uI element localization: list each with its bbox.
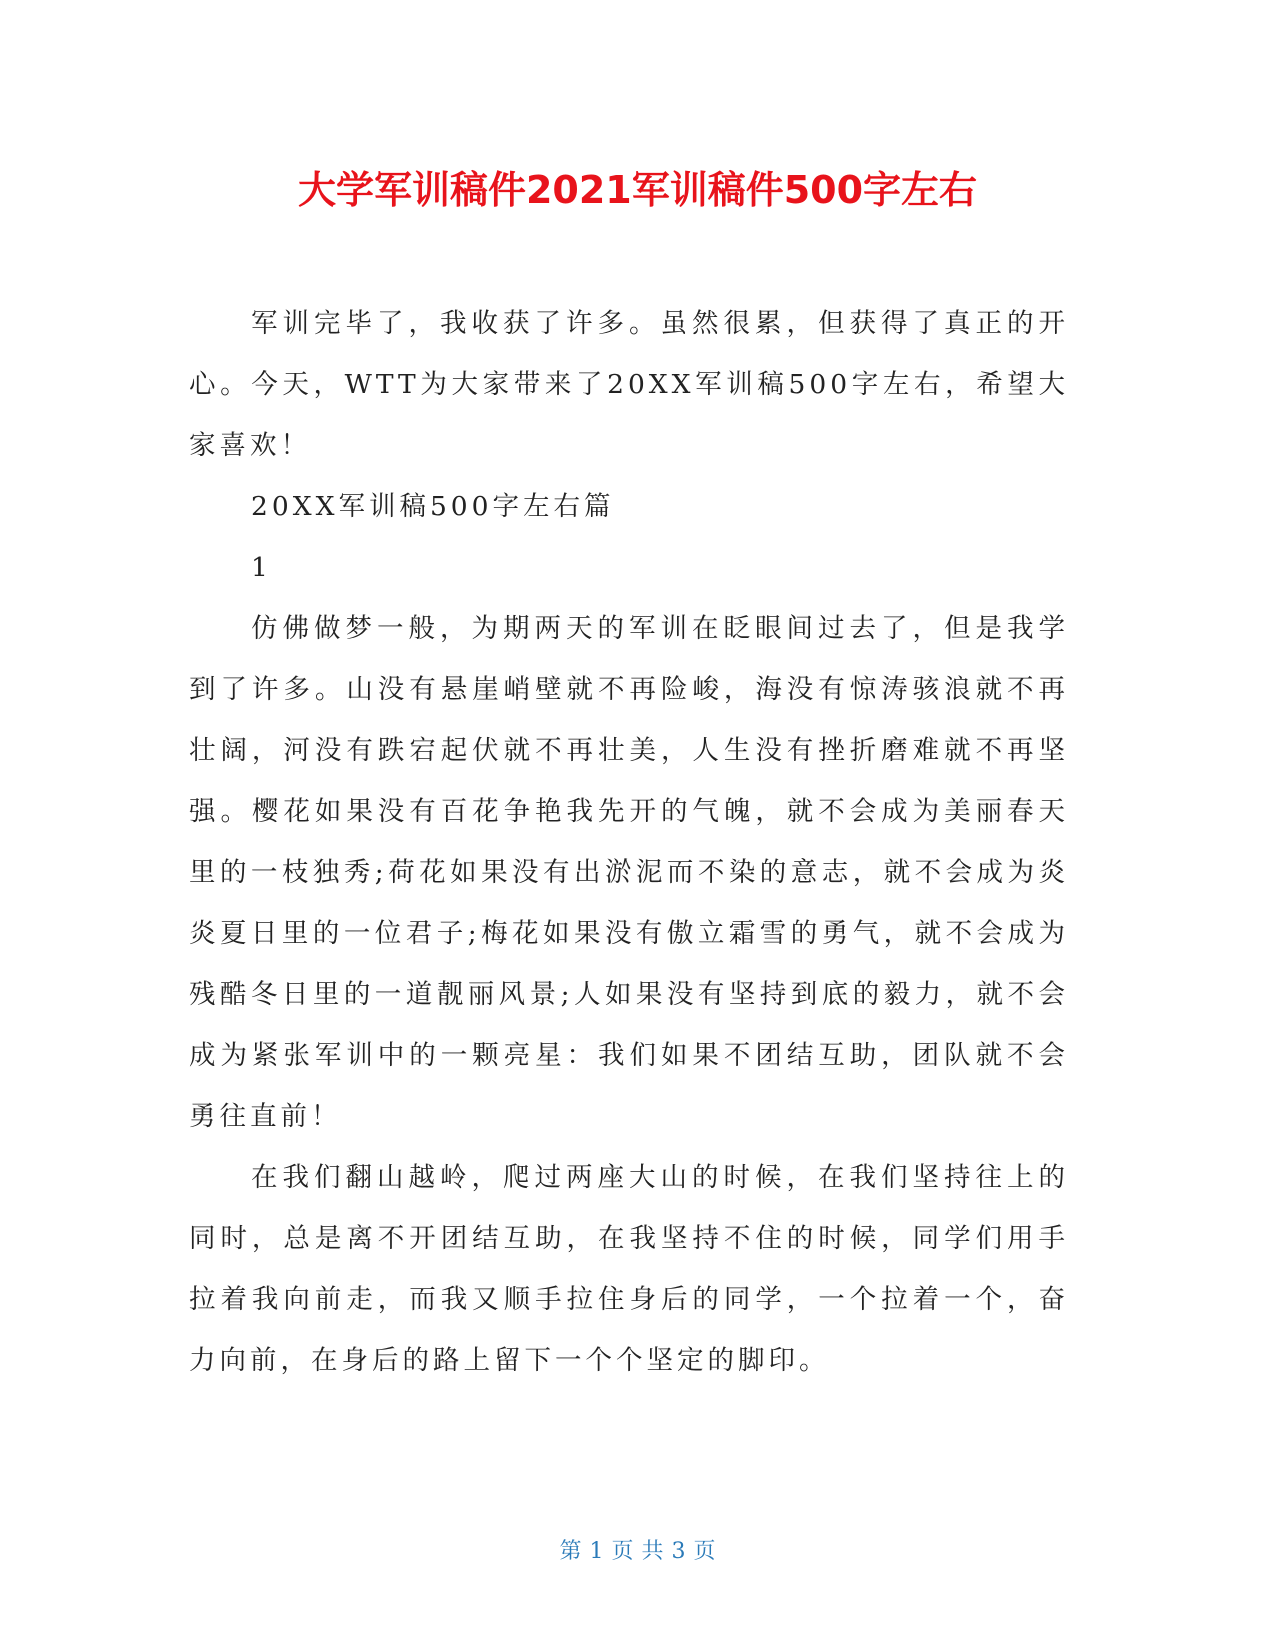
section-heading: 20XX军训稿500字左右篇 [251,491,615,522]
intro-paragraph: 军训完毕了，我收获了许多。虽然很累，但获得了真正的开心。今天，WTT为大家带来了20XX军训稿500字左右，希望大家喜欢！ [189,308,1069,461]
section-number: 1 [251,552,272,583]
document-title: 大学军训稿件2021军训稿件500字左右 [297,168,978,212]
page-footer [0,1536,1275,1568]
footer-page-unit: 页 [611,1539,634,1564]
body-paragraph: 在我们翻山越岭，爬过两座大山的时候，在我们坚持往上的同时，总是离不开团结互助，在我坚持不住的时候，同学们用手拉着我向前走，而我又顺手拉住身后的同学，一个拉着一个，奋力向前，在身后的路上留下一个个坚定的脚印。 [189,1162,1069,1376]
footer-total-label: 共 [641,1539,664,1564]
footer-pages-unit: 页 [693,1539,716,1564]
body-paragraph: 仿佛做梦一般，为期两天的军训在眨眼间过去了，但是我学到了许多。山没有悬崖峭壁就不再险峻，海没有惊涛骇浪就不再壮阔，河没有跌宕起伏就不再壮美，人生没有挫折磨难就不再坚强。樱花如果没有百花争艳我先开的气魄，就不会成为美丽春天里的一枝独秀;荷花如果没有出淤泥而不染的意志，就不会成为炎炎夏日里的一位君子;梅花如果没有傲立霜雪的勇气，就不会成为残酷冬日里的一道靓丽风景;人如果没有坚持到底的毅力，就不会成为紧张军训中的一颗亮星：我们如果不团结互助，团队就不会勇往直前！ [189,613,1069,1132]
footer-page-label: 第 [559,1539,582,1564]
footer-current-page: 1 [589,1539,604,1564]
document-body [189,293,1069,1391]
footer-total-pages: 3 [671,1539,686,1564]
